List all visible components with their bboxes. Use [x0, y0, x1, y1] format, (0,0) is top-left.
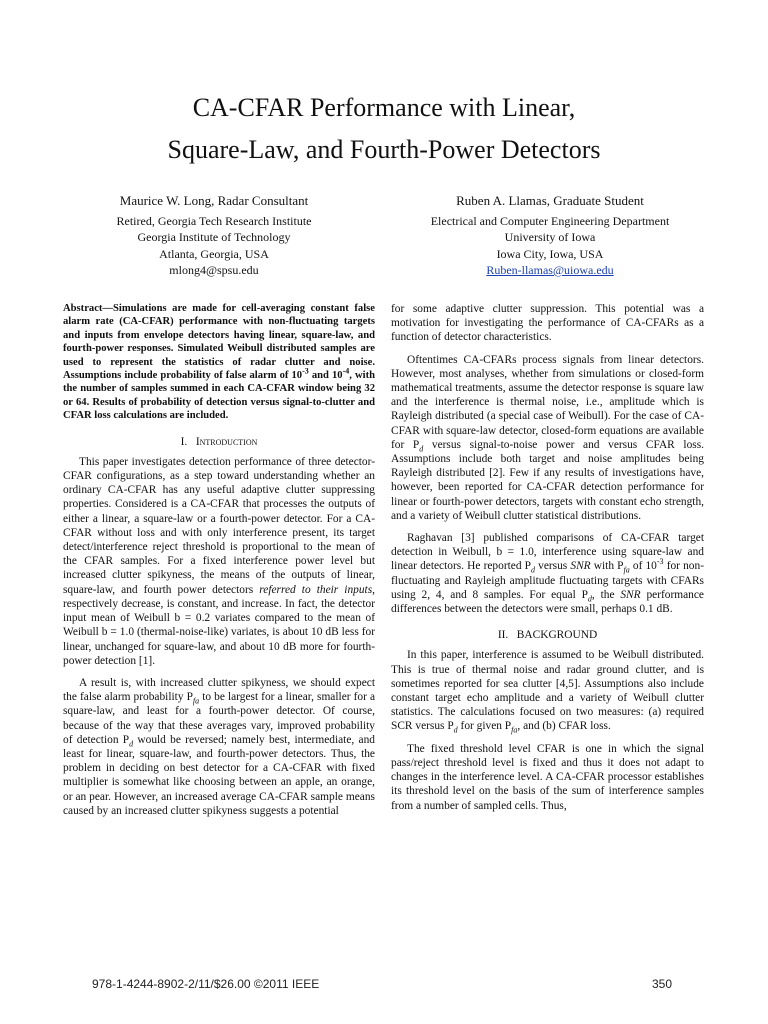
author-affiliation: Electrical and Computer Engineering Department — [430, 213, 670, 228]
author-location: Iowa City, Iowa, USA — [496, 246, 604, 261]
author-email-link[interactable]: Ruben-llamas@uiowa.edu — [486, 263, 614, 277]
section-heading-background: II. BACKGROUND — [497, 629, 598, 642]
author-block-2 — [400, 193, 700, 279]
background-paragraph-1: In this paper, interference is assumed to be Weibull distributed. This is true of thermal noise and radar ground clutter, and is sometimes reported for sea clutter [4,5]. Assumptions also include constant target echo amplitude and a variety of Weibull clutter statistics. The calculations focused on two measures: (a) required SCR versus $P_d$ for given $P_{fa}$, and (b) CFAR loss. — [391, 649, 704, 735]
author-email: mlong4@spsu.edu — [169, 263, 259, 277]
author-name: Maurice W. Long, Radar Consultant — [119, 193, 309, 208]
paper-title — [0, 87, 768, 171]
author-location: Atlanta, Georgia, USA — [159, 246, 269, 261]
author-affiliation: Georgia Institute of Technology — [137, 230, 291, 244]
page-number: 350 — [652, 977, 673, 991]
author-block-1 — [70, 193, 358, 279]
right-column — [391, 302, 704, 821]
abstract: Abstract—Simulations are made for cell-averaging constant false alarm rate (CA-CFAR) performance with non-fluctuating targets and inputs from envelope detectors having linear, square-law, and fourth-power responses. Simulated Weibull distributed samples are used to represent the statistics of radar clutter and noise. Assumptions include probability of false alarm of $10^{-3}$ and $10^{-4}$, with the number of samples summed in each CA-CFAR window being 32 or 64. Results of probability of detection versus signal-to-clutter and CFAR loss calculations are included. — [63, 303, 375, 422]
intro-paragraph-1: This paper investigates detection performance of three detector-CFAR configurations, as a step toward understanding whether an ordinary CA-CFAR has any useful adaptive clutter suppressing properties. Considered is a CA-CFAR that processes the outputs of either a linear, a square-law or a fourth-power detector. For a CA-CFAR without loss and with only interference present, its target detect/interference reject threshold is proportional to the mean of the CFAR samples. For a fixed interference power level but increased clutter spikyness, the means of the outputs of linear, square-law, and fourth power detectors referred to their inputs, respectively decrease, is constant, and increase. In fact, the detector input mean of Weibull b = 0.2 variates compared to the mean of Weibull b = 1.0 (thermal-noise-like) variates, is about 10 dB less for linear, unchanged for square-law, and about 10 dB more for fourth-power detection [1]. — [63, 455, 375, 667]
section-heading-introduction: I. Introduction — [180, 435, 258, 448]
background-paragraph-2: The fixed threshold level CFAR is one in which the signal pass/reject threshold level is fixed and thus it does not adapt to changes in the interference level. A CA-CFAR processor establishes its threshold level on the basis of the sum of interference samples from a number of sampled cells. Thus, — [391, 742, 704, 812]
continued-paragraph: for some adaptive clutter suppression. This potential was a motivation for investigating the performance of CA-CFARs as a function of detector characteristics. — [391, 303, 704, 344]
title-line-2: Square-Law, and Fourth-Power Detectors — [167, 135, 601, 165]
intro-paragraph-2: A result is, with increased clutter spikyness, we should expect the false alarm probability $P_{fa}$ to be largest for a linear, smaller for a square-law, and least for a fourth-power detector. Of course, because of the way that these averages vary, improved probability of detection $P_d$ would be reversed; namely best, intermediate, and least for linear, square-law, and fourth-power detectors. Thus, the problem in deciding on best detector for a CA-CFAR with fixed multiplier is somewhat like choosing between an apple, an orange, or an pear. However, an increased average CA-CFAR sample means caused by an increased clutter spikyness suggests a potential — [63, 676, 375, 817]
left-column — [63, 302, 375, 826]
author-affiliation: Retired, Georgia Tech Research Institute — [116, 213, 312, 228]
author-affiliation: University of Iowa — [504, 230, 596, 244]
title-line-1: CA-CFAR Performance with Linear, — [192, 93, 576, 123]
author-name: Ruben A. Llamas, Graduate Student — [456, 193, 644, 208]
body-paragraph: Raghavan [3] published comparisons of CA-CFAR target detection in Weibull, b = 1.0, interference using square-law and linear detectors. He reported $P_d$ versus SNR with $P_{fa}$ of $10^{-3}$ for non-fluctuating and Rayleigh amplitude fluctuating targets with CFARs using 2, 4, and 8 samples. For equal $P_d$, the SNR performance differences between the detectors were small, perhaps 0.1 dB. — [391, 532, 704, 616]
copyright-footer: 978-1-4244-8902-2/11/$26.00 ©2011 IEEE — [92, 977, 320, 991]
body-paragraph: Oftentimes CA-CFARs process signals from linear detectors. However, most analyses, whether from simulations or closed-form mathematical treatments, assume the detector response is square law and the interference is thermal noise, i.e., amplitude which is Rayleigh distributed (a special case of Weibull). For the case of CA-CFAR with square-law detector, closed-form equations are available for $P_d$ versus signal-to-noise power and versus CFAR loss. Assumptions include both target and noise amplitudes being Rayleigh distributed [2]. Few if any results of investigations have, however, been reported for CA-CFAR detection performance for linear or fourth-power detectors, targets with constant echo strength, and a variety of Weibull clutter statistical distributions. — [391, 353, 704, 522]
